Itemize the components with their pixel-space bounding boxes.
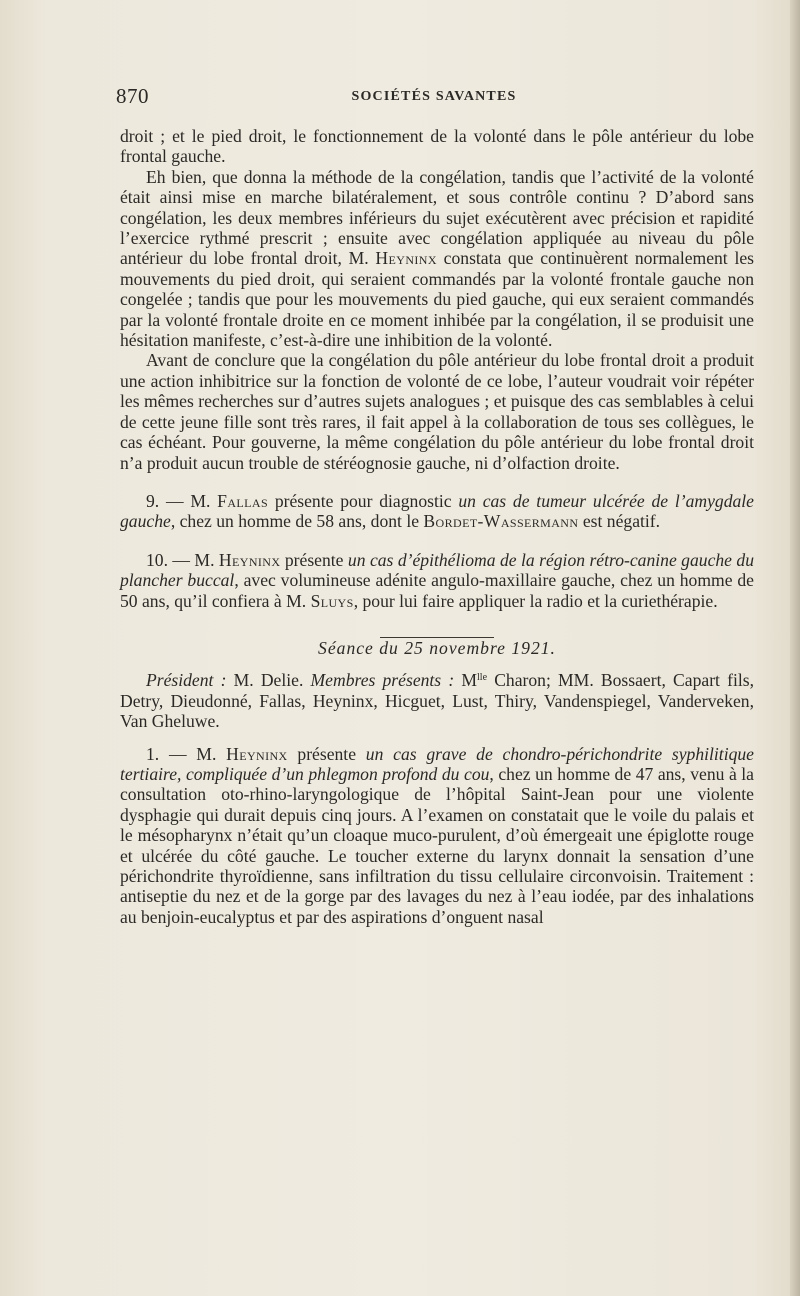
item-text: , chez un homme de 47 ans, venu à la consultation oto-rhino-laryngologique de l’hôpital Saint-Jean pour une violente dysphagie qui durait depuis cinq jours. A l’examen on constatait que le voile du palais et le mésopharynx n’était qu’un cloaque muco-purulent, d’où émergeait une épiglotte rouge et ulcérée du côté gauche. Le toucher externe du larynx donnait la sensation d’une périchondrite thyroïdienne, sans infiltration du tissu cellulaire circonvoisin. Traitement : antiseptie du nez et de la gorge par des lavages du nez à l’eau iodée, par des inhalations au benjoin-eucalyptus et par des aspirations d’onguent nasal <box>120 763 754 927</box>
president-name: M. Delie. <box>233 670 304 691</box>
members-label: Membres présents : <box>310 670 455 691</box>
case-title: un cas d’épithélioma de la région rétro-canine gauche du plancher buccal <box>120 549 755 591</box>
item-text: présente pour diagnostic <box>274 490 452 511</box>
author-name: Sluys <box>310 590 354 611</box>
running-title: SOCIÉTÉS SAVANTES <box>351 89 517 104</box>
members-list: Charon; MM. Bossaert, Capart fils, Detry, Dieudonné, Fallas, Heyninx, Hicguet, Lust, Thiry, Vandenspiegel, Vanderveken, Van Gheluwe. <box>120 670 754 732</box>
item-text: , pour lui faire appliquer la radio et la curiethérapie. <box>353 590 718 611</box>
author-name: Heyninx <box>375 248 437 269</box>
item-lead: 1. — M. <box>146 743 217 764</box>
item-text: présente <box>284 549 344 570</box>
paragraph-congelation <box>120 167 754 351</box>
president-label: Président : <box>146 670 227 691</box>
item-lead: 10. — M. <box>146 549 215 570</box>
members-title: M <box>461 670 478 691</box>
paragraph-text: constata que continuèrent normalement les mouvements du pied droit, qui seraient commandés par la volonté frontale gauche non congelée ; tandis que pour les mouvements du pied gauche, qui eux seraient commandés par la volonté frontale droite en ce moment inhibée par la congélation, il se produisit une hésitation manifeste, c’est-à-dire une inhibition de la volonté. <box>120 248 754 351</box>
case-item-9 <box>120 491 754 532</box>
author-name: Heyninx <box>226 743 288 764</box>
session-title: Séance du 25 novembre 1921. <box>318 637 556 658</box>
case-title: un cas grave de chondro-périchondrite syphilitique tertiaire, compliquée d’un phlegmon profond du cou <box>120 743 754 784</box>
members-title-sup: lle <box>477 672 488 684</box>
item-text: présente <box>297 743 357 764</box>
case-item-10 <box>120 550 754 611</box>
case-item-1 <box>120 744 754 928</box>
page-edge <box>790 0 800 1296</box>
test-name: Bordet-Wassermann <box>423 511 579 532</box>
page-number: 870 <box>116 84 149 108</box>
session-attendance <box>120 670 754 731</box>
author-name: Fallas <box>217 490 269 511</box>
paragraph-text: Eh bien, que donna la méthode de la congélation, tandis que l’activité de la volonté était ainsi mise en marche bilatéralement, et sous contrôle continu ? D’abord sans congélation, les deux membres inférieurs du sujet exécutèrent avec précision et rapidité l’exercice rythmé prescrit ; ensuite avec congélation appliquée au niveau du pôle antérieur du lobe frontal droit, M. <box>120 166 754 269</box>
article-body <box>120 126 754 927</box>
item-text: , chez un homme de 58 ans, dont le <box>170 511 420 532</box>
case-title: un cas de tumeur ulcérée de l’amygdale gauche <box>120 490 754 532</box>
item-text: est négatif. <box>582 511 661 532</box>
item-lead: 9. — M. <box>146 490 211 511</box>
running-header <box>116 84 752 110</box>
author-name: Heyninx <box>218 549 281 570</box>
paragraph-continuation: droit ; et le pied droit, le fonctionnement de la volonté dans le pôle antérieur du lobe frontal gauche. <box>120 126 754 167</box>
item-text: , avec volumineuse adénite angulo-maxillaire gauche, chez un homme de 50 ans, qu’il confiera à M. <box>120 570 754 611</box>
paragraph-conclusion: Avant de conclure que la congélation du pôle antérieur du lobe frontal droit a produit une action inhibitrice sur la fonction de volonté de ce lobe, l’auteur voudrait voir répéter les mêmes recherches sur d’autres sujets analogues ; et puisque des cas semblables à celui de cette jeune fille sont très rares, il fait appel à la collaboration de tous ses collègues, le cas échéant. Pour gouverne, la même congélation du pôle antérieur du lobe frontal droit n’a produit aucun trouble de stéréognosie gauche, ni d’olfaction droite. <box>120 350 754 473</box>
